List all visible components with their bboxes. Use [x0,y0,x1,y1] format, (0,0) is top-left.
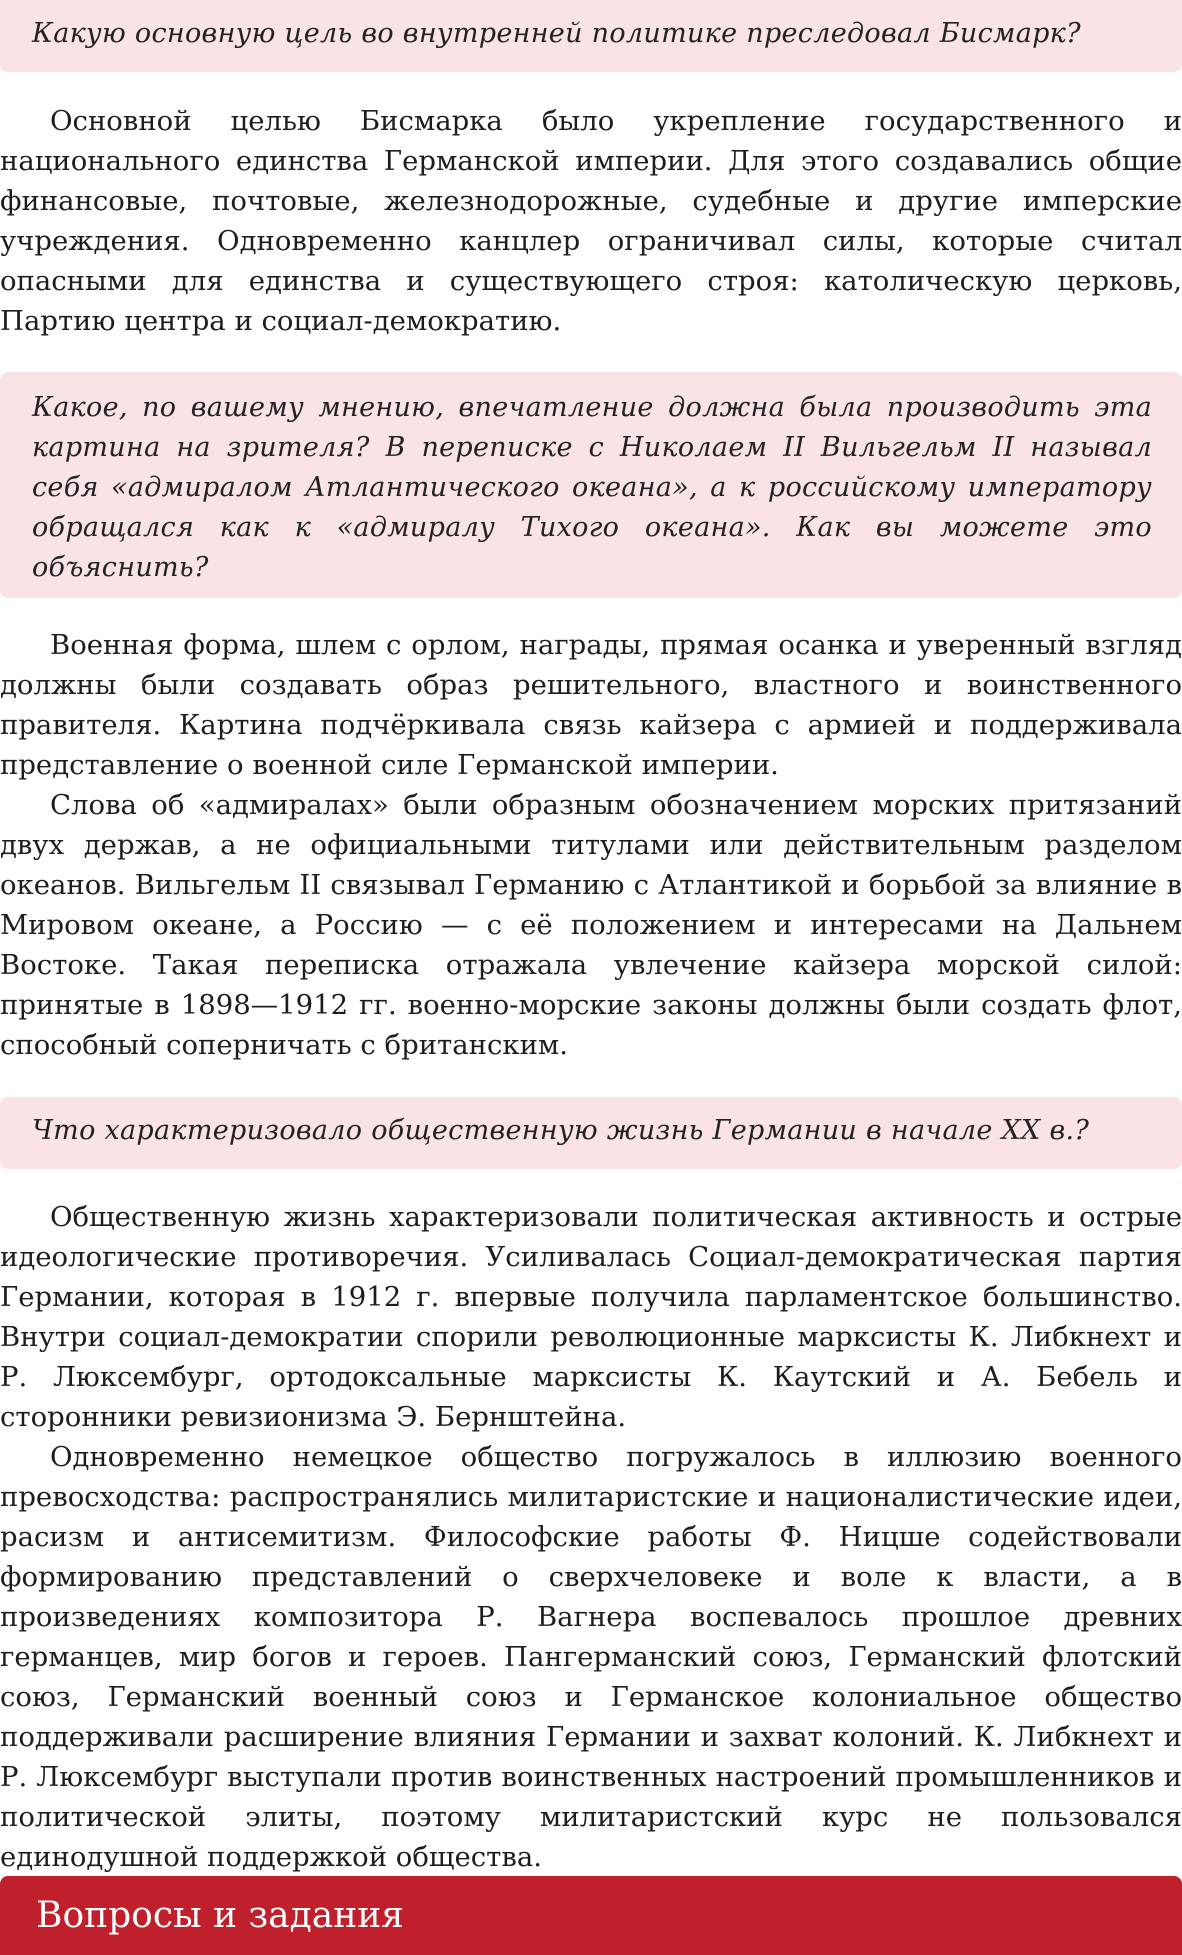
question-box-painting [0,372,1182,598]
question-box-bismarck [0,0,1182,72]
section-title: Вопросы и задания [36,1895,404,1936]
answer-paragraph: Военная форма, шлем с орлом, награды, прямая осанка и уверенный взгляд должны были создавать образ решительного, властного и воинственного правителя. Картина подчёркивала связь кайзера с армией и поддерживала представление о военной силе Германской империи. [0,629,1182,781]
question-box-society [0,1097,1182,1169]
question-text: Какое, по вашему мнению, впечатление должна была производить эта картина на зрителя? В переписке с Николаем II Вильгельм II называл себя «адмиралом Атлантического океана», а к российскому императору обращался как к «адмиралу Тихого океана». Как вы можете это объяснить? [32,392,1152,583]
answer-paragraph: Слова об «адмиралах» были образным обозначением морских притязаний двух держав, а не официальными титулами или действительным разделом океанов. Вильгельм II связывал Германию с Атлантикой и борьбой за влияние в Мировом океане, а Россию — с её положением и интересами на Дальнем Востоке. Такая переписка отражала увлечение кайзера морской силой: принятые в 1898—1912 гг. военно-морские законы должны были создать флот, способный соперничать с британским. [0,789,1182,1061]
answer-block-society [0,1197,1182,1877]
question-text: Что характеризовало общественную жизнь Германии в начале XX в.? [32,1115,1090,1146]
answer-paragraph: Основной целью Бисмарка было укрепление государственного и национального единства Германской империи. Для этого создавались общие финансовые, почтовые, железнодорожные, судебные и другие имперские учреждения. Одновременно канцлер ограничивал силы, которые считал опасными для единства и существующего строя: католическую церковь, Партию центра и социал-демократию. [0,105,1182,337]
answer-block-bismarck [0,101,1182,341]
answer-paragraph: Одновременно немецкое общество погружалось в иллюзию военного превосходства: распространялись милитаристские и националистические идеи, расизм и антисемитизм. Философские работы Ф. Ницше содействовали формированию представлений о сверхчеловеке и воле к власти, а в произведениях композитора Р. Вагнера воспевалось прошлое древних германцев, мир богов и героев. Пангерманский союз, Германский флотский союз, Германский военный союз и Германское колониальное общество поддерживали расширение влияния Германии и захват колоний. К. Либкнехт и Р. Люксембург выступали против воинственных настроений промышленников и политической элиты, поэтому милитаристский курс не пользовался единодушной поддержкой общества. [0,1441,1182,1873]
answer-block-painting [0,625,1182,1065]
question-text: Какую основную цель во внутренней политике преследовал Бисмарк? [32,18,1081,49]
section-header-banner [0,1876,1182,1955]
answer-paragraph: Общественную жизнь характеризовали политическая активность и острые идеологические противоречия. Усиливалась Социал-демократическая партия Германии, которая в 1912 г. впервые получила парламентское большинство. Внутри социал-демократии спорили революционные марксисты К. Либкнехт и Р. Люксембург, ортодоксальные марксисты К. Каутский и А. Бебель и сторонники ревизионизма Э. Бернштейна. [0,1201,1182,1433]
